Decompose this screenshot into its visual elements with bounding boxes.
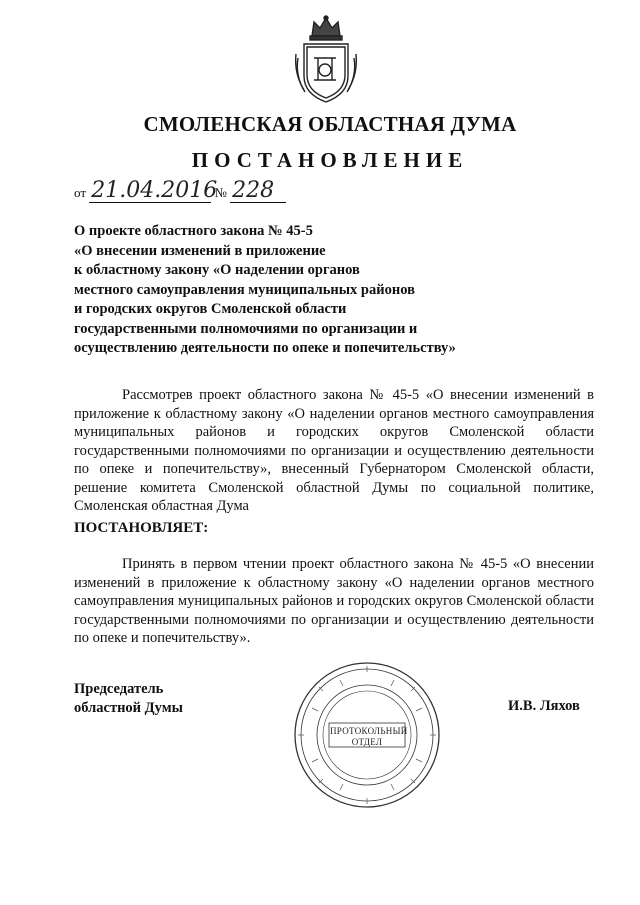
number-prefix: № <box>214 185 227 200</box>
resolution-paragraph: Принять в первом чтении проект областного закона № 45-5 «О внесении изменений в приложение к областному закону «О наделении органов местного самоуправления муниципальных районов и городских округов Смоленской области государственными полномочиями по организации и осуществлению деятельности по опеке и попечительству». <box>74 556 594 646</box>
position-line: Председатель <box>74 681 164 697</box>
title-line: местного самоуправления муниципальных районов <box>74 281 415 298</box>
document-type: ПОСТАНОВЛЕНИЕ <box>191 148 469 172</box>
title-line: «О внесении изменений в приложение <box>74 242 326 259</box>
document-title <box>74 222 494 359</box>
organization-name: СМОЛЕНСКАЯ ОБЛАСТНАЯ ДУМА <box>143 112 517 136</box>
handwritten-number: 228 <box>230 180 286 203</box>
title-line: осуществлению деятельности по опеке и попечительству» <box>74 340 456 356</box>
title-line: О проекте областного закона № 45-5 <box>74 223 313 239</box>
title-line: и городских округов Смоленской области <box>74 301 347 317</box>
date-number-line <box>74 180 286 203</box>
seal-line: ПРОТОКОЛЬНЫЙ <box>330 726 408 736</box>
signatory-position <box>74 680 183 718</box>
handwritten-date: 21.04.2016 <box>91 178 218 203</box>
resolve-heading: ПОСТАНОВЛЯЕТ: <box>74 520 209 536</box>
title-line: государственными полномочиями по организации и <box>74 320 418 337</box>
signatory-name: И.В. Ляхов <box>508 698 580 714</box>
coat-of-arms-emblem <box>292 14 360 106</box>
preamble-paragraph: Рассмотрев проект областного закона № 45-5 «О внесении изменений в приложение к областному закону «О наделении органов местного самоуправления муниципальных районов и городских округов Смоленской области государственными полномочиями по организации и осуществлению деятельности по опеке и попечительству», внесенный Губернатором Смоленской области, решение комитета Смоленской областной Думы по социальной политике, Смоленская областная Дума <box>74 387 594 514</box>
date-prefix: от <box>74 185 87 200</box>
position-line: областной Думы <box>74 700 183 716</box>
seal-center-text <box>330 726 408 748</box>
title-line: к областному закону «О наделении органов <box>74 262 360 278</box>
seal-line: ОТДЕЛ <box>351 737 383 747</box>
